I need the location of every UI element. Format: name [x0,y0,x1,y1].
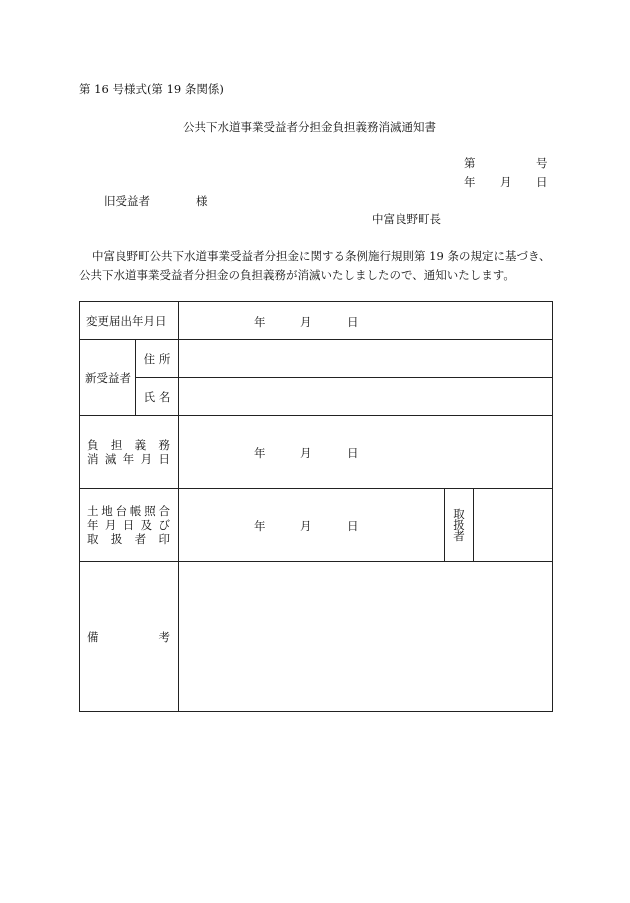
form-number: 第 16 号様式(第 19 条関係) [79,82,224,96]
label-extinction-date: 負 担 義 務 消 滅 年 月 日 [80,416,179,489]
body-text-line1: 中富良野町公共下水道事業受益者分担金に関する条例施行規則第 19 条の規定に基づき、 [92,249,551,263]
row-change-date [80,302,553,340]
document-title: 公共下水道事業受益者分担金負担義務消滅通知書 [183,120,436,134]
name-value[interactable] [179,378,553,416]
doc-number-label-prefix: 第 [464,156,476,170]
extinction-date-value[interactable]: 年 月 日 [179,416,553,489]
label-change-date: 変更届出年月日 [80,302,179,340]
addressee-label: 旧受益者 [104,194,150,208]
row-remarks [80,562,553,712]
label-new-beneficiary: 新受益者 [80,340,136,416]
label-ledger-check: 土 地 台 帳 照 合 年 月 日 及 び 取 扱 者 印 [80,489,179,562]
handler-seal-value[interactable] [474,489,553,562]
row-ledger-check [80,489,553,562]
notification-table [79,301,553,712]
issuer: 中富良野町長 [372,212,441,226]
doc-date-year: 年 [464,175,476,189]
label-address: 住 所 [136,340,179,378]
row-new-beneficiary-address [80,340,553,378]
label-name: 氏 名 [136,378,179,416]
ledger-check-date-value[interactable]: 年 月 日 [179,489,445,562]
doc-date-month: 月 [500,175,512,189]
addressee-honorific: 様 [196,194,208,208]
label-handler: 取 扱 者 [445,489,474,562]
remarks-value[interactable] [179,562,553,712]
doc-number-label-suffix: 号 [536,156,548,170]
row-extinction-date [80,416,553,489]
label-remarks: 備 考 [80,562,179,712]
body-text-line2: 公共下水道事業受益者分担金の負担義務が消滅いたしましたので、通知いたします。 [79,268,515,282]
change-date-value[interactable]: 年 月 日 [179,302,553,340]
doc-date-day: 日 [536,175,548,189]
address-value[interactable] [179,340,553,378]
row-new-beneficiary-name [80,378,553,416]
